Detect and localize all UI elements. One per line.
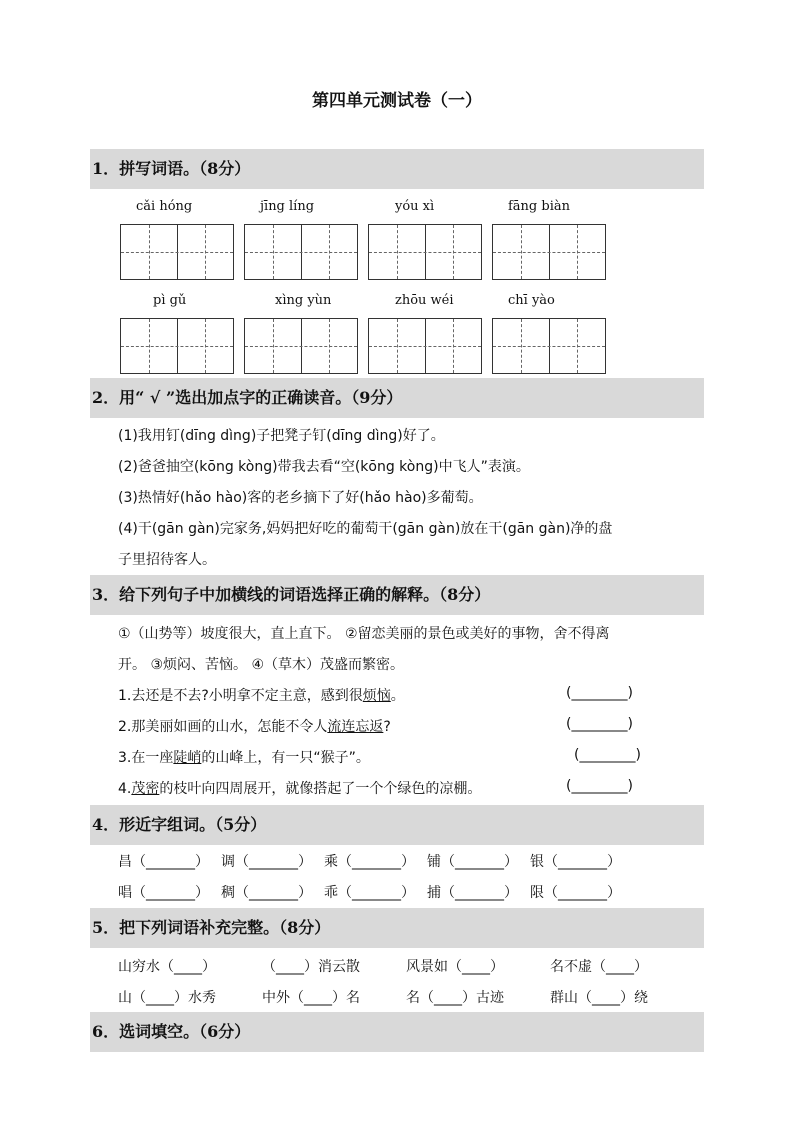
pinyin-2: jīng líng <box>260 199 315 214</box>
answer-blank[interactable]: （_______） <box>544 885 621 901</box>
answer-blank[interactable]: （_______） <box>338 885 415 901</box>
answer-blank[interactable]: （_______） <box>338 854 415 870</box>
pinyin-5: pì gǔ <box>153 293 187 308</box>
answer-blank[interactable]: （_______） <box>235 885 312 901</box>
answer-blank-2[interactable]: (________) <box>566 716 633 732</box>
writing-grid[interactable] <box>368 318 482 374</box>
underlined-word: 流连忘返 <box>327 719 384 735</box>
pinyin-7: zhōu wéi <box>395 293 454 308</box>
underlined-word: 茂密 <box>131 781 160 797</box>
section-2-header: 2．用“ √ ”选出加点字的正确读音。（9分） <box>90 378 704 418</box>
pinyin-4: fāng biàn <box>508 199 570 214</box>
idiom-item[interactable]: 风景如（____） <box>406 959 504 975</box>
idiom-item[interactable]: 群山（____）绕 <box>550 990 648 1006</box>
q3-sentence-3: 3.在一座陡峭的山峰上，有一只“猴子”。 <box>118 750 370 766</box>
q3-sentence-4: 4.茂密的枝叶向四周展开，就像搭起了一个个绿色的凉棚。 <box>118 781 482 797</box>
section-4-header: 4．形近字组词。（5分） <box>90 805 704 845</box>
answer-blank[interactable]: （_______） <box>235 854 312 870</box>
q3-options-1: ①（山势等）坡度很大，直上直下。 ②留恋美丽的景色或美好的事物，舍不得离 <box>118 626 610 642</box>
idiom-item[interactable]: 中外（____）名 <box>262 990 360 1006</box>
pinyin-8: chī yào <box>508 293 555 308</box>
char-item: 唱（_______） <box>118 885 209 901</box>
q2-line-4: (4)干(gān gàn)完家务,妈妈把好吃的葡萄干(gān gàn)放在干(gān gàn)净的盘 <box>118 521 613 537</box>
writing-grid[interactable] <box>244 224 358 280</box>
q3-options-2: 开。 ③烦闷、苦恼。 ④（草木）茂盛而繁密。 <box>118 657 405 673</box>
answer-blank-1[interactable]: (________) <box>566 685 633 701</box>
section-3-header: 3．给下列句子中加横线的词语选择正确的解释。（8分） <box>90 575 704 615</box>
page-title: 第四单元测试卷（一） <box>312 91 482 111</box>
char-item: 限（_______） <box>530 885 621 901</box>
idiom-item[interactable]: 山穷水（____） <box>118 959 216 975</box>
q3-sentence-2: 2.那美丽如画的山水，怎能不令人流连忘返? <box>118 719 391 735</box>
underlined-word: 陡峭 <box>173 750 202 766</box>
answer-blank[interactable]: （_______） <box>544 854 621 870</box>
answer-blank-4[interactable]: (________) <box>566 778 633 794</box>
writing-grid[interactable] <box>492 224 606 280</box>
char-item: 乖（_______） <box>324 885 415 901</box>
char-item: 稠（_______） <box>221 885 312 901</box>
q2-line-2: (2)爸爸抽空(kōng kòng)带我去看“空(kōng kòng)中飞人”表演。 <box>118 459 530 475</box>
pinyin-6: xìng yùn <box>275 293 332 308</box>
writing-grid[interactable] <box>120 224 234 280</box>
char-item: 捕（_______） <box>427 885 518 901</box>
q2-line-5: 子里招待客人。 <box>118 552 216 568</box>
idiom-item[interactable]: 名（____）古迹 <box>406 990 504 1006</box>
writing-grid[interactable] <box>244 318 358 374</box>
answer-blank[interactable]: （_______） <box>441 854 518 870</box>
writing-grid[interactable] <box>492 318 606 374</box>
char-item: 银（_______） <box>530 854 621 870</box>
q2-line-3: (3)热情好(hǎo hào)客的老乡摘下了好(hǎo hào)多葡萄。 <box>118 490 483 506</box>
idiom-item[interactable]: （____）消云散 <box>262 959 360 975</box>
answer-blank[interactable]: （_______） <box>132 854 209 870</box>
char-item: 调（_______） <box>221 854 312 870</box>
pinyin-3: yóu xì <box>395 199 435 214</box>
idiom-item[interactable]: 山（____）水秀 <box>118 990 216 1006</box>
q2-line-1: (1)我用钉(dīng dìng)子把凳子钉(dīng dìng)好了。 <box>118 428 445 444</box>
answer-blank[interactable]: （_______） <box>132 885 209 901</box>
answer-blank-3[interactable]: (________) <box>574 747 641 763</box>
writing-grid[interactable] <box>368 224 482 280</box>
section-6-header: 6．选词填空。（6分） <box>90 1012 704 1052</box>
answer-blank[interactable]: （_______） <box>441 885 518 901</box>
q3-sentence-1: 1.去还是不去?小明拿不定主意，感到很烦恼。 <box>118 688 405 704</box>
char-item: 昌（_______） <box>118 854 209 870</box>
writing-grid[interactable] <box>120 318 234 374</box>
pinyin-1: cǎi hóng <box>136 199 193 214</box>
char-item: 铺（_______） <box>427 854 518 870</box>
underlined-word: 烦恼 <box>362 688 391 704</box>
section-5-header: 5．把下列词语补充完整。（8分） <box>90 908 704 948</box>
char-item: 乘（_______） <box>324 854 415 870</box>
section-1-header: 1．拼写词语。（8分） <box>90 149 704 189</box>
idiom-item[interactable]: 名不虚（____） <box>550 959 648 975</box>
